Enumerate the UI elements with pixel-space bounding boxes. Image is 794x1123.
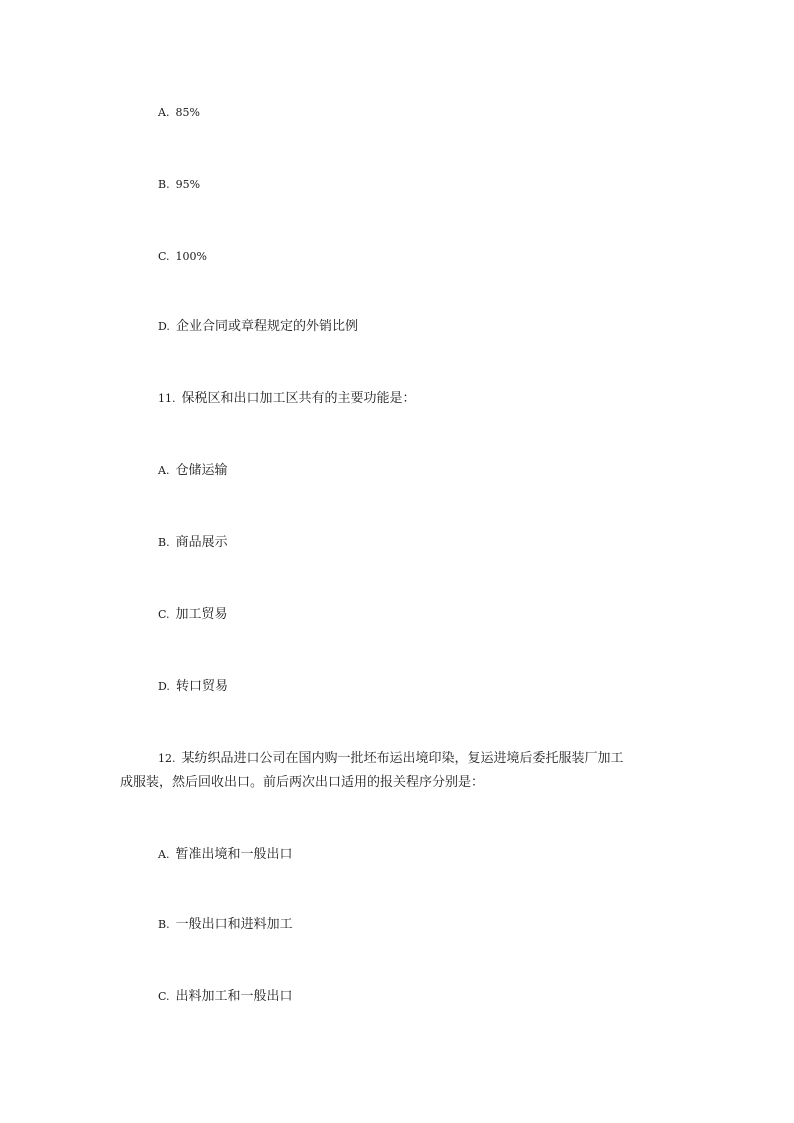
option-q10-b <box>158 175 200 195</box>
option-letter: B. <box>158 178 170 191</box>
option-q12-a <box>158 845 292 865</box>
option-text: 85% <box>175 106 200 119</box>
option-q10-a <box>158 103 200 123</box>
option-text: 转口贸易 <box>175 679 228 694</box>
option-text: 商品展示 <box>175 535 228 550</box>
option-letter: D. <box>158 680 170 693</box>
option-text: 出料加工和一般出口 <box>175 989 293 1004</box>
question-number: 12. <box>158 752 176 765</box>
question-text-line2: 成服装，然后回收出口。前后两次出口适用的报关程序分别是： <box>120 775 485 790</box>
option-text: 加工贸易 <box>175 607 228 622</box>
option-text: 一般出口和进料加工 <box>175 917 293 932</box>
option-q12-c <box>158 987 293 1007</box>
option-letter: A. <box>158 848 170 861</box>
option-letter: B. <box>158 536 170 549</box>
question-12-continuation <box>120 773 484 793</box>
option-text: 暂准出境和一般出口 <box>175 847 293 862</box>
question-text: 保税区和出口加工区共有的主要功能是： <box>181 391 416 406</box>
option-letter: C. <box>158 608 170 621</box>
option-q10-d <box>158 317 358 337</box>
option-q11-c <box>158 605 228 625</box>
option-letter: D. <box>158 320 170 333</box>
option-q11-d <box>158 677 228 697</box>
option-text: 仓储运输 <box>175 463 228 478</box>
option-letter: B. <box>158 918 170 931</box>
option-text: 企业合同或章程规定的外销比例 <box>175 319 358 334</box>
option-text: 95% <box>175 178 201 191</box>
option-text: 100% <box>175 250 207 263</box>
option-letter: C. <box>158 990 170 1003</box>
question-text-line1: 某纺织品进口公司在国内购一批坯布运出境印染，复运进境后委托服装厂加工 <box>181 751 624 766</box>
question-number: 11. <box>158 392 176 405</box>
option-letter: A. <box>158 106 170 119</box>
option-q10-c <box>158 247 207 267</box>
question-11 <box>158 389 416 409</box>
option-letter: C. <box>158 250 170 263</box>
option-letter: A. <box>158 464 170 477</box>
option-q12-b <box>158 915 293 935</box>
question-12 <box>158 749 624 769</box>
option-q11-b <box>158 533 228 553</box>
option-q11-a <box>158 461 227 481</box>
